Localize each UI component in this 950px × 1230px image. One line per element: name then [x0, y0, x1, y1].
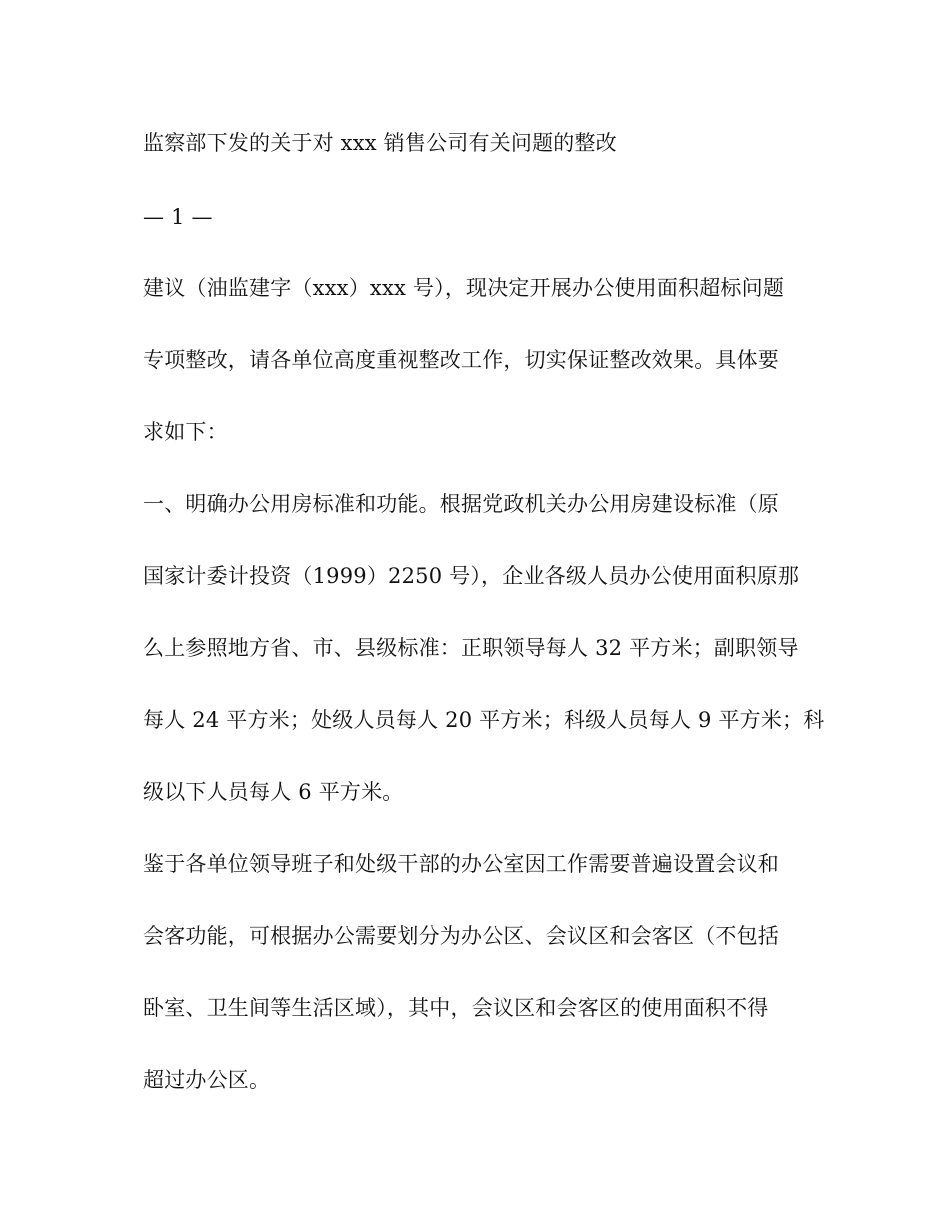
- paragraph-line: 鉴于各单位领导班子和处级干部的办公室因工作需要普遍设置会议和: [143, 852, 779, 876]
- paragraph-line: 国家计委计投资（1999）2250 号），企业各级人员办公使用面积原那: [143, 564, 800, 588]
- document-title-line: 监察部下发的关于对 xxx 销售公司有关问题的整改: [143, 131, 617, 155]
- paragraph-line: 超过办公区。: [143, 1068, 271, 1092]
- paragraph-line: 每人 24 平方米；处级人员每人 20 平方米；科级人员每人 9 平方米；科: [143, 708, 825, 732]
- paragraph-line: 么上参照地方省、市、县级标准：正职领导每人 32 平方米；副职领导: [143, 636, 799, 660]
- section-heading-line: 一、明确办公用房标准和功能。根据党政机关办公用房建设标准（原: [143, 492, 779, 516]
- paragraph-line: 卧室、卫生间等生活区域），其中，会议区和会客区的使用面积不得: [143, 996, 769, 1020]
- paragraph-line: 建议（油监建字（xxx）xxx 号），现决定开展办公使用面积超标问题: [143, 276, 785, 300]
- paragraph-line: 会客功能，可根据办公需要划分为办公区、会议区和会客区（不包括: [143, 924, 779, 948]
- paragraph-line: 专项整改，请各单位高度重视整改工作，切实保证整改效果。具体要: [143, 348, 779, 372]
- paragraph-line: 求如下：: [143, 420, 228, 444]
- paragraph-line: 级以下人员每人 6 平方米。: [143, 780, 404, 804]
- page-number: — 1 —: [143, 205, 213, 229]
